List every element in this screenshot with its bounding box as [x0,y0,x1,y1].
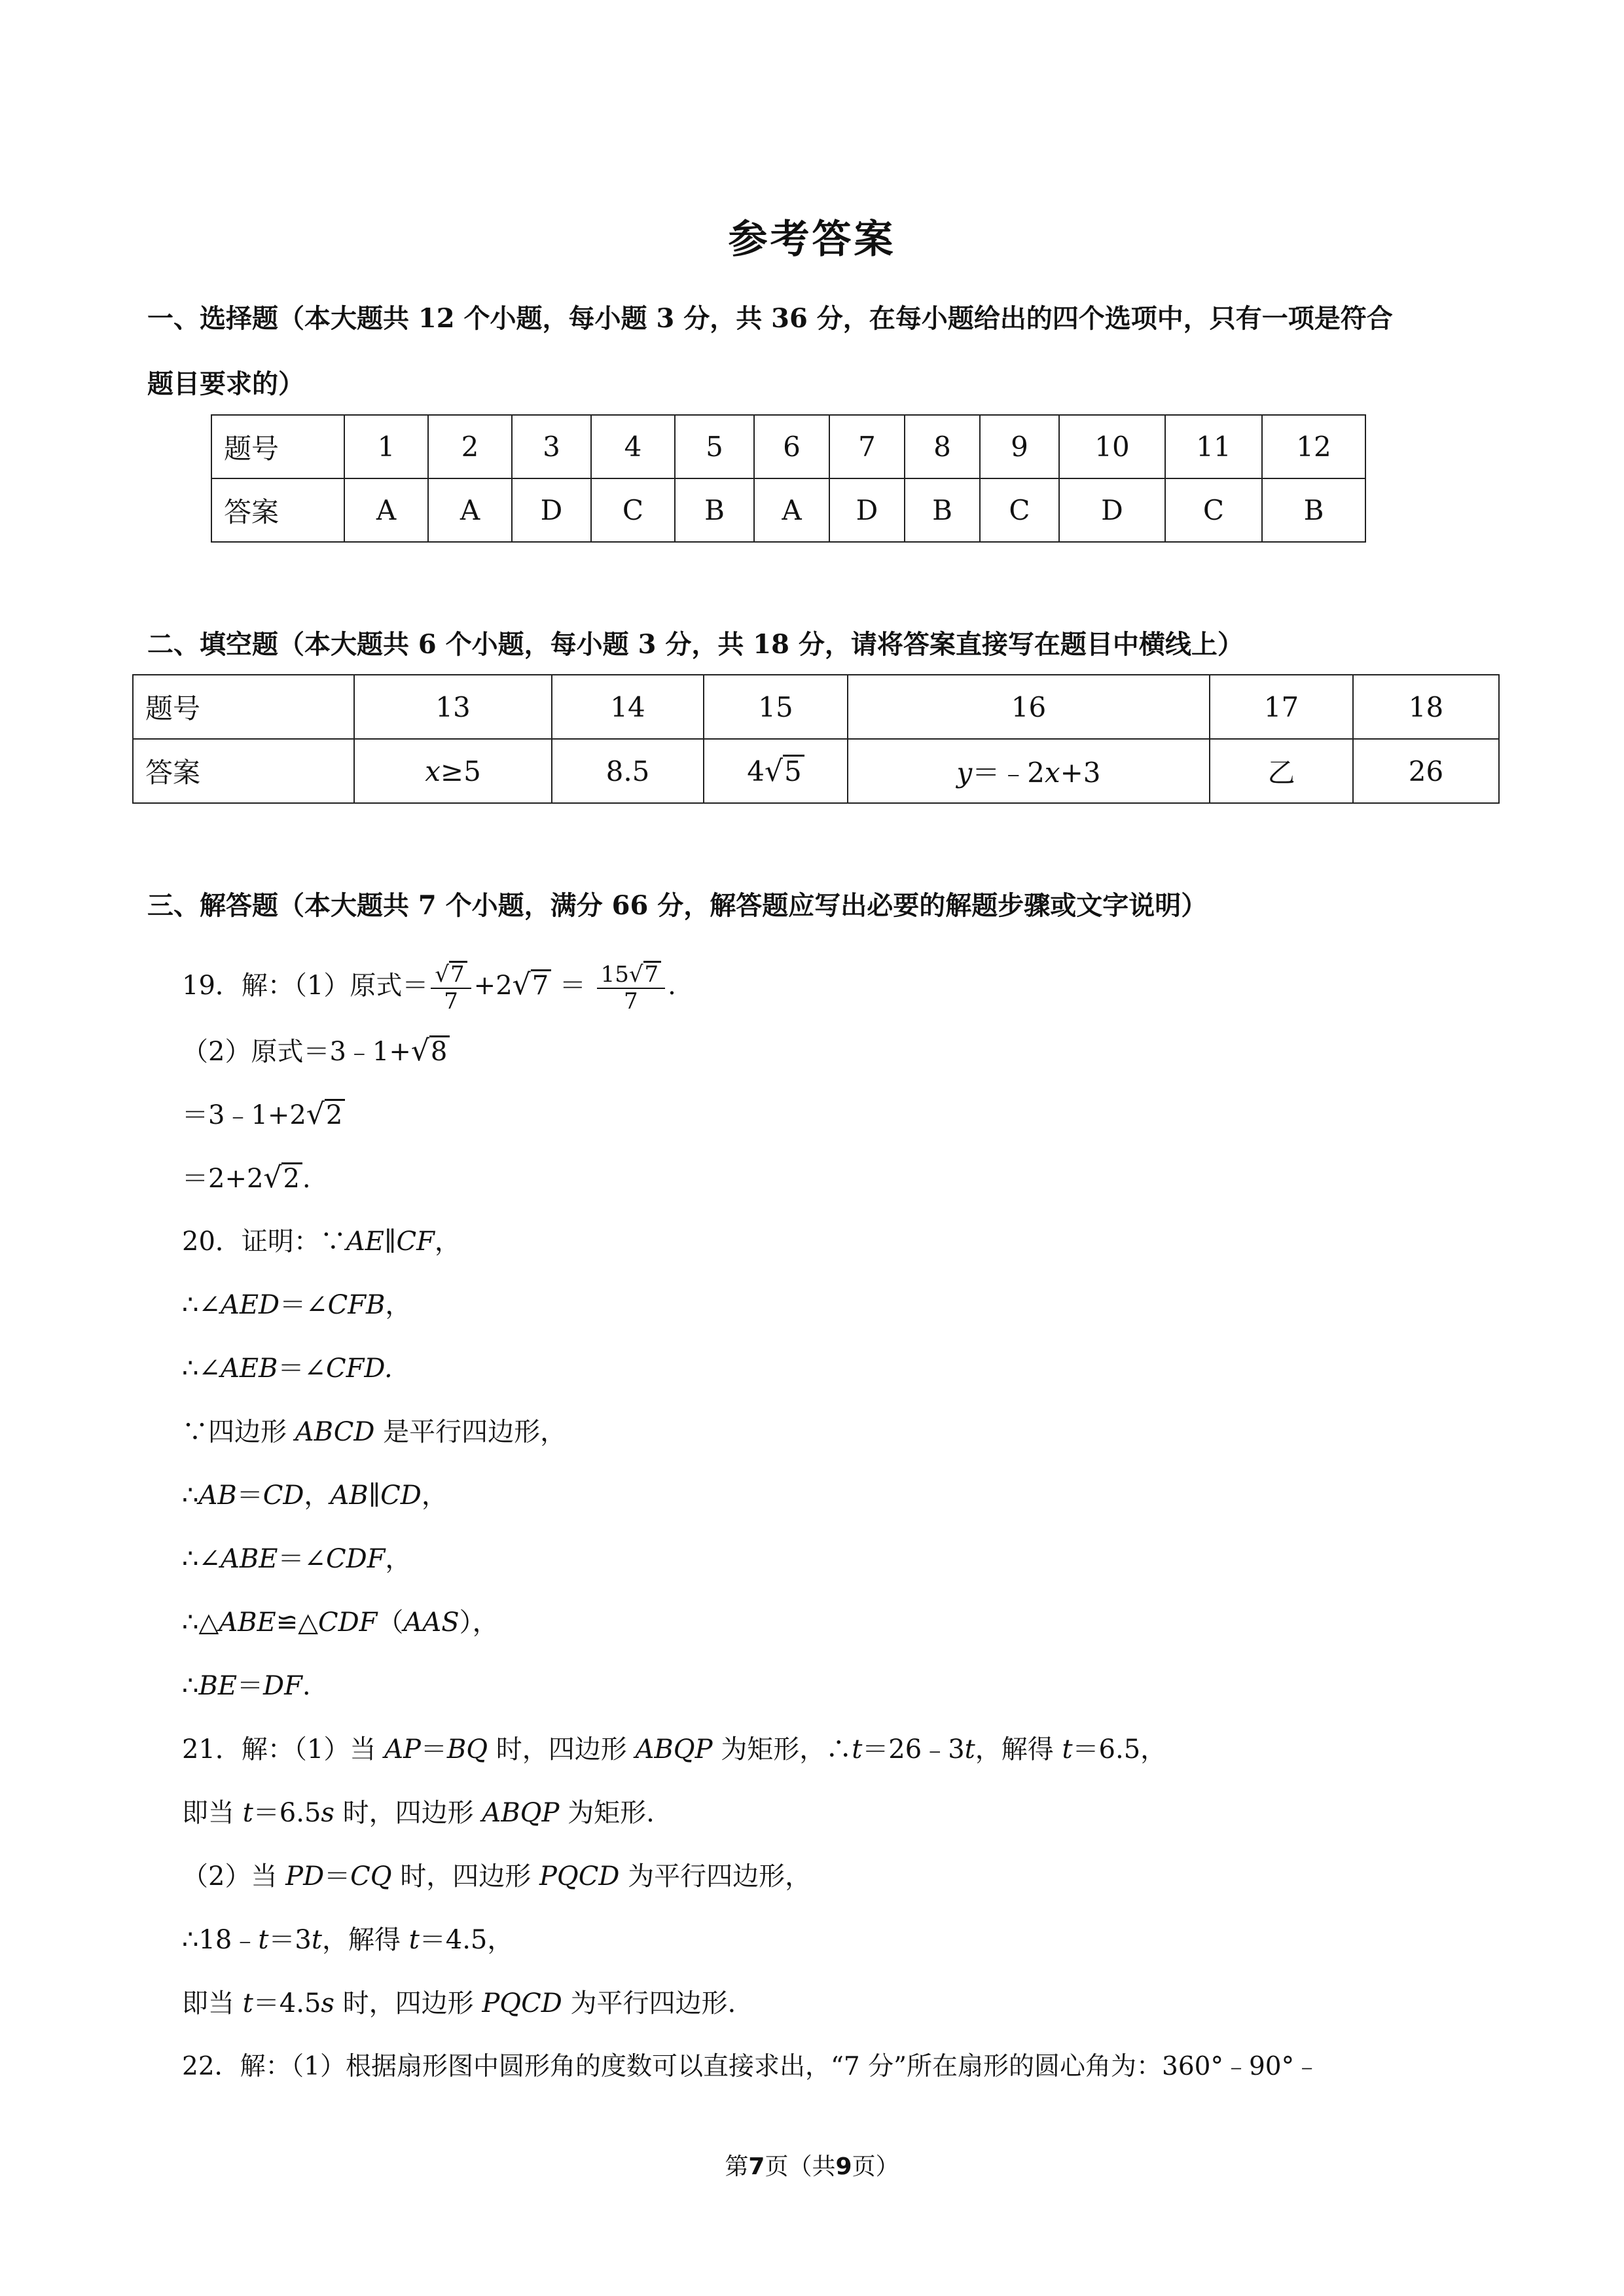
math-var: t [242,1798,253,1828]
text: ＝4.5， [419,1925,514,1955]
text: 为矩形. [559,1798,655,1828]
math-var: PQCD [539,1861,620,1892]
radical-sign: √ [512,968,531,1001]
choice-answer-row [211,478,1365,542]
section3-heading: 三、解答题（本大题共 7 个小题，满分 66 分，解答题应写出必要的解题步骤或文字说明） [147,890,1208,921]
answer-cell [704,739,848,803]
math-var: DF [263,1671,302,1701]
text: ＝∠ [278,1354,326,1384]
q21-line2 [182,1795,655,1831]
text: 20．证明：∵ [182,1227,346,1257]
math-text: ＝ [551,971,594,1001]
radical-sign: √ [263,1161,282,1194]
answer-cell: D [512,478,591,542]
text: . [302,1671,311,1701]
q21-line5 [182,1985,736,2022]
math-var: PQCD [482,1988,562,2018]
text: ＝ [324,1861,351,1892]
text: ∴ [182,1480,199,1511]
answer-cell: B [675,478,754,542]
math-var: AAS [403,1607,460,1638]
math-var: PD [285,1861,325,1892]
section2-heading: 二、填空题（本大题共 6 个小题，每小题 3 分，共 18 分，请将答案直接写在题目中横线上） [147,629,1244,660]
radicand: 2 [325,1099,345,1130]
text: ＝ [236,1480,263,1511]
q20-line6 [182,1541,411,1577]
row-label: 题号 [211,415,344,478]
radicand: 2 [281,1162,302,1193]
radicand: 8 [429,1035,450,1066]
math-var: x [425,755,441,787]
fill-answer-row [133,739,1499,803]
q20-line1 [182,1223,461,1260]
text: 为矩形，∴ [712,1734,852,1765]
math-var: CQ [350,1861,392,1892]
question-number: 13 [354,675,552,739]
text: ＝ [420,1734,447,1765]
answer-cell: A [754,478,829,542]
text: 时，四边形 [334,1798,482,1828]
q20-line7 [182,1604,499,1641]
question-number: 6 [754,415,829,478]
text: （2）当 [182,1861,286,1892]
row-label: 答案 [133,739,354,803]
page-title: 参考答案 [728,217,896,262]
math-var: AB [198,1480,237,1511]
text: ， [385,1290,412,1320]
math-var: ABCD [295,1417,375,1447]
answer-cell: B [1262,478,1365,542]
text: ＝6.5 [253,1798,321,1828]
q19-line3 [182,1096,345,1134]
q21-line3 [182,1858,811,1895]
text: ∴∠ [182,1354,221,1384]
question-number: 7 [829,415,905,478]
radical-sign: √ [435,961,450,988]
fraction [431,961,471,1014]
q19-line2 [182,1033,450,1070]
text: ∴△ [182,1607,219,1638]
text: ＝3 [268,1925,312,1955]
page-total: 9 [835,2153,852,2180]
question-number: 10 [1059,415,1165,478]
math-text: . [302,1164,311,1194]
denominator: 7 [624,988,638,1014]
text: ＝26﹣3 [862,1734,965,1765]
footer-text: 页） [852,2153,899,2180]
numerator-coef: 15 [600,961,629,988]
q19-line4 [182,1160,311,1197]
text: 为平行四边形. [562,1988,736,2018]
text: 即当 [182,1798,243,1828]
question-number: 16 [848,675,1210,739]
text: ， [304,1480,331,1511]
choice-answer-table [211,414,1366,543]
math-var: y [956,757,973,789]
text: （ [377,1607,404,1638]
text: ＝ [237,1671,264,1701]
text: 即当 [182,1988,243,2018]
question-number: 1 [344,415,428,478]
math-var: t [242,1988,253,2018]
math-var: AP [384,1734,421,1765]
radical-sign: √ [628,961,643,988]
radicand: 5 [783,755,804,787]
answer-cell: C [980,478,1059,542]
page-footer [0,2148,1624,2181]
text: 是平行四边形， [374,1417,567,1447]
q19-line1 [182,956,676,1015]
question-number: 4 [591,415,675,478]
math-var: ABE [220,1544,278,1574]
text: 为平行四边形， [619,1861,812,1892]
math-var: t [1062,1734,1073,1765]
radical-sign: √ [306,1098,325,1131]
radicand: 7 [531,969,551,1000]
question-number: 14 [552,675,704,739]
text: ＝∠ [280,1290,328,1320]
math-var: ABQP [482,1798,560,1828]
math-var: AB∥CD [330,1480,422,1511]
text: ∴∠ [182,1544,221,1574]
answer-cell: B [905,478,980,542]
question-number: 3 [512,415,591,478]
q20-line2 [182,1287,411,1323]
math-var: x [1044,757,1060,789]
text: ∴18﹣ [182,1925,259,1955]
math-var: AE∥CF [346,1227,435,1257]
fraction [597,961,666,1014]
math-var: CDF [317,1607,378,1638]
math-var: AED [220,1290,280,1320]
text: ，解得 [321,1925,409,1955]
math-text: 19．解：（1）原式＝ [182,971,429,1001]
math-var: BE [198,1671,238,1701]
math-var: t [852,1734,863,1765]
question-number: 9 [980,415,1059,478]
question-number: 8 [905,415,980,478]
answer-cell: D [1059,478,1165,542]
choice-number-row [211,415,1365,478]
math-var: t [964,1734,975,1765]
text: ∴∠ [182,1290,221,1320]
math-var: CFD. [325,1354,393,1384]
math-var: t [311,1925,322,1955]
math-var: t [258,1925,269,1955]
question-number: 17 [1210,675,1353,739]
math-text: +2 [473,971,513,1001]
math-text: ＝2+2 [182,1164,264,1194]
row-label: 答案 [211,478,344,542]
math-text: . [668,971,676,1001]
answer-cell: A [344,478,428,542]
q20-line3 [182,1350,393,1387]
math-var: s [321,1798,334,1828]
math-var: s [321,1988,334,2018]
text: ＝4.5 [253,1988,321,2018]
answer-cell: 8.5 [552,739,704,803]
math-text: +3 [1060,757,1101,789]
section1-heading-cont: 题目要求的） [147,368,304,399]
answer-cell: C [1165,478,1262,542]
text: 时，四边形 [488,1734,636,1765]
answer-cell: 乙 [1210,739,1353,803]
footer-text: 第 [725,2153,749,2180]
section1-heading: 一、选择题（本大题共 12 个小题，每小题 3 分，共 36 分，在每小题给出的四个选项中，只有一项是符合 [147,303,1393,334]
answer-cell [848,739,1210,803]
text: ∵四边形 [182,1417,295,1447]
text: ，解得 [975,1734,1062,1765]
text: ≌△ [276,1607,318,1638]
q21-line4 [182,1922,513,1958]
math-var: CDF [325,1544,386,1574]
math-var: BQ [446,1734,488,1765]
fill-number-row [133,675,1499,739]
math-text: ＝﹣2 [972,757,1045,789]
footer-text: 页（共 [765,2153,836,2180]
answer-cell: A [428,478,512,542]
answer-cell [354,739,552,803]
radical-sign: √ [764,754,784,788]
text: 时，四边形 [334,1988,482,2018]
math-var: CFB [327,1290,386,1320]
denominator: 7 [444,988,458,1014]
text: ， [421,1480,448,1511]
math-var: ABE [219,1607,276,1638]
radical-sign: √ [410,1034,429,1067]
math-text: （2）原式＝3﹣1+ [182,1037,411,1067]
question-number: 5 [675,415,754,478]
question-number: 11 [1165,415,1262,478]
math-var: t [408,1925,420,1955]
page-number: 7 [748,2153,765,2180]
question-number: 12 [1262,415,1365,478]
text: ， [385,1544,412,1574]
q20-line8 [182,1668,311,1704]
radicand: 7 [449,961,467,987]
math-text: ≥5 [440,755,481,787]
math-var: AEB [220,1354,278,1384]
text: ＝∠ [278,1544,326,1574]
math-text: ＝3﹣1+2 [182,1100,306,1130]
text: ＝6.5， [1072,1734,1167,1765]
question-number: 15 [704,675,848,739]
question-number: 2 [428,415,512,478]
q20-line4 [182,1414,566,1450]
q22-line1: 22．解：（1）根据扇形图中圆形角的度数可以直接求出，“7 分”所在扇形的圆心角为：360°﹣90°﹣ [182,2052,1320,2081]
question-number: 18 [1353,675,1499,739]
radicand: 7 [643,961,662,987]
answer-cell: C [591,478,675,542]
text: 21．解：（1）当 [182,1734,385,1765]
answer-cell: 26 [1353,739,1499,803]
math-text: 4 [747,755,765,787]
answer-cell: D [829,478,905,542]
text: ， [434,1227,461,1257]
text: ）， [459,1607,499,1638]
math-var: CD [262,1480,304,1511]
math-var: ABQP [635,1734,713,1765]
fill-answer-table [132,674,1500,804]
q20-line5 [182,1477,448,1514]
text: 时，四边形 [391,1861,539,1892]
text: ∴ [182,1671,199,1701]
q21-line1 [182,1731,1166,1768]
row-label: 题号 [133,675,354,739]
